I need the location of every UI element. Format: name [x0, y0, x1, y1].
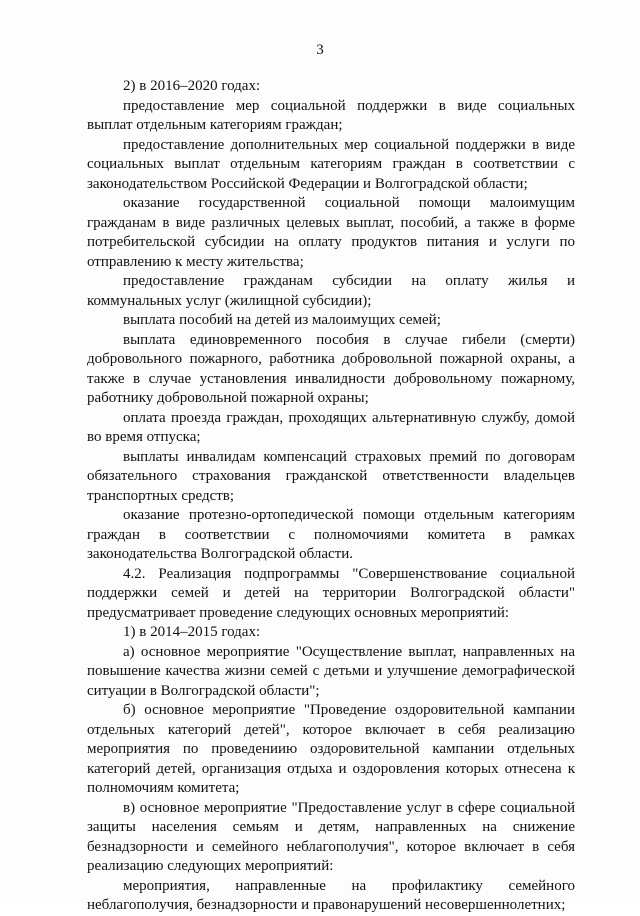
- paragraph-insurance-compensation: выплаты инвалидам компенсаций страховых премий по договорам обязательного страхования гражданской ответственности владельцев транспортных средств;: [87, 448, 575, 504]
- paragraph-state-aid: оказание государственной социальной помощи малоимущим гражданам в виде различных целевых выплат, пособий, а также в форме потребительской субсидии на оплату продуктов питания и услуги по отправлению к месту жительства;: [87, 195, 575, 270]
- paragraph-subprogram-4-2: 4.2. Реализация подпрограммы "Совершенствование социальной поддержки семей и детей на территории Волгоградской области" предусматривает проведение следующих основных мероприятий:: [87, 565, 575, 621]
- paragraph-prevention-measures: мероприятия, направленные на профилактику семейного неблагополучия, безнадзорности и правонарушений несовершеннолетних;: [87, 877, 575, 913]
- paragraph-measure-b: б) основное мероприятие "Проведение оздоровительной кампании отдельных категорий детей", которое включает в себя реализацию мероприятия по проведениию оздоровительной кампании отдельных категорий детей, организация отдыха и оздоровления которых отнесена к полномочиям комитета;: [87, 702, 575, 796]
- paragraph-housing-subsidy: предоставление гражданам субсидии на оплату жилья и коммунальных услуг (жилищной субсидии);: [87, 273, 575, 309]
- paragraph-prosthetic-aid: оказание протезно-ортопедической помощи отдельным категориям граждан в соответствии с полномочиями комитета в рамках законодательства Волгоградской области.: [87, 507, 575, 562]
- paragraph-measure-a: а) основное мероприятие "Осуществление выплат, направленных на повышение качества жизни семей с детьми и улучшение демографической ситуации в Волгоградской области";: [87, 643, 575, 699]
- paragraph-2014-2015-header: 1) в 2014–2015 годах:: [123, 624, 261, 640]
- paragraph-measure-c: в) основное мероприятие "Предоставление услуг в сфере социальной защиты населения семьям и детям, направленных на снижение безнадзорности и семейного неблагополучия", которое включает в себя реализацию следующих мероприятий:: [87, 799, 575, 874]
- paragraph-firefighter-payment: выплата единовременного пособия в случае гибели (смерти) добровольного пожарного, работника добровольной пожарной охраны, а также в случае установления инвалидности добровольному пожарному, работнику добровольной пожарной охраны;: [87, 331, 575, 406]
- paragraph-2016-2020-header: 2) в 2016–2020 годах:: [123, 78, 261, 94]
- page-number: 3: [316, 42, 324, 58]
- paragraph-child-benefits: выплата пособий на детей из малоимущих семей;: [123, 312, 441, 328]
- paragraph-additional-support: предоставление дополнительных мер социальной поддержки в виде социальных выплат отдельным категориям граждан в соответствии с законодательством Российской Федерации и Волгоградской области;: [87, 136, 575, 192]
- paragraph-travel-payment: оплата проезда граждан, проходящих альтернативную службу, домой во время отпуска;: [87, 409, 575, 445]
- paragraph-social-support: предоставление мер социальной поддержки в виде социальных выплат отдельным категориям граждан;: [87, 97, 575, 133]
- document-body: [87, 77, 575, 916]
